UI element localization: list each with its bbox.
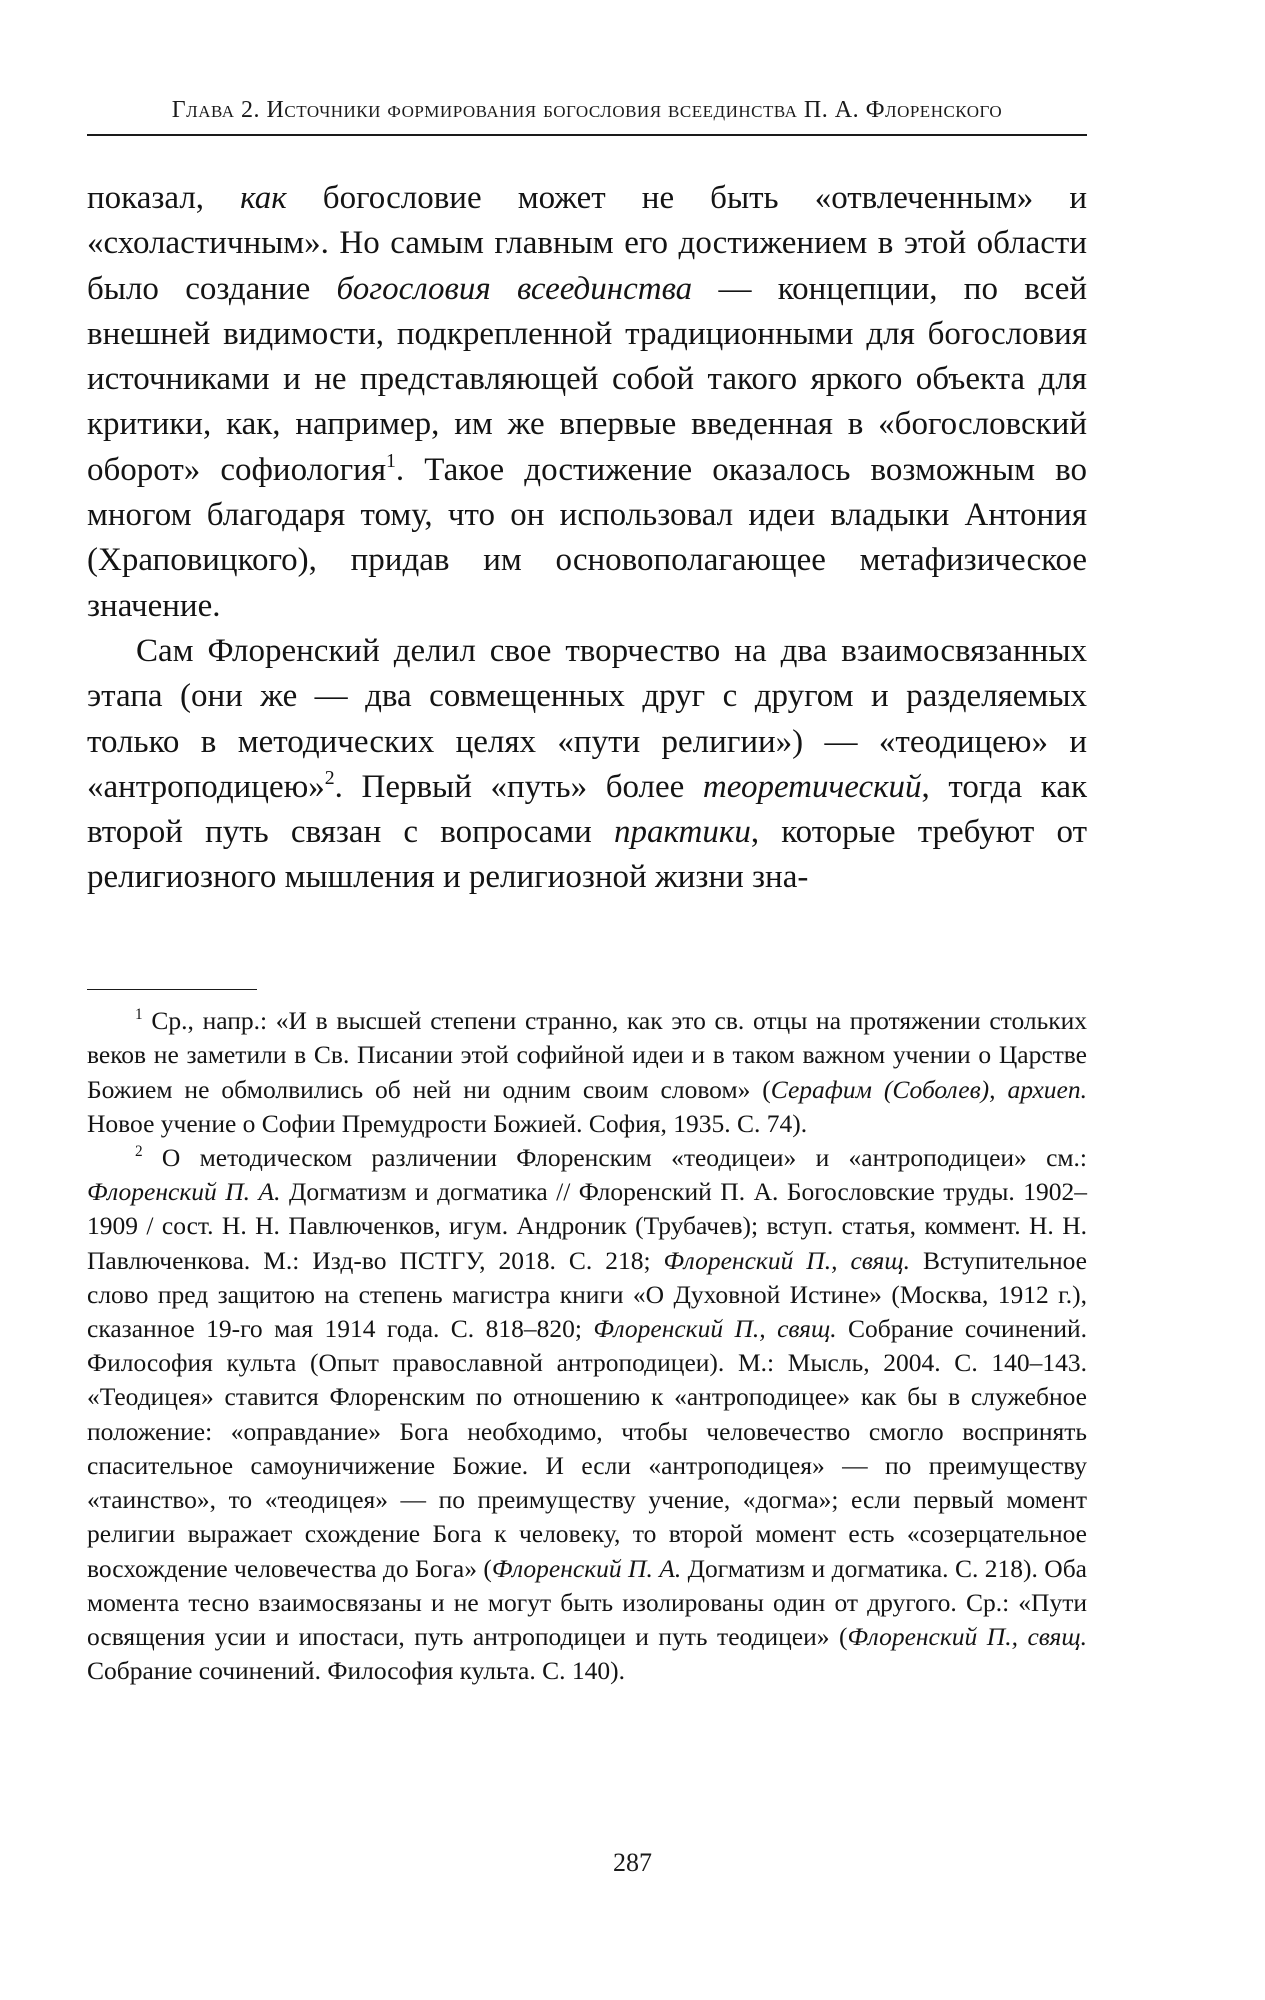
footnote-1-marker: 1 [135, 1006, 143, 1024]
p2-text-1: Сам Флоренский делил свое творчество на два взаимосвязанных этапа (они же — два совмещенных друг с другом и разделяемых только в методических целях «пути религии») — «теодицею» и «антроподицею» [87, 632, 1087, 805]
header-rule [87, 134, 1087, 136]
fn2-text-2: Догматизм и догматика // Флоренский П. А. Богословские труды. 1902–1909 / сост. Н. Н. Павлюченков, игум. Андроник (Трубачев); вступ. статья, коммент. Н. Н. Павлюченкова. М.: Изд-во ПСТГУ, 2018. С. 218; [87, 1177, 1087, 1275]
fn1-text-2: Новое учение о Софии Премудрости Божией. София, 1935. С. 74). [87, 1108, 808, 1138]
p1-text-1: показал, [87, 180, 241, 216]
footnote-2-marker: 2 [135, 1143, 143, 1161]
paragraph-2 [87, 629, 1087, 901]
fn2-italic-4: Флоренский П. А. [491, 1553, 682, 1583]
p2-text-2: . Первый «путь» более [334, 768, 703, 805]
book-page [87, 92, 1087, 1688]
fn2-italic-3: Флоренский П., свящ. [593, 1314, 837, 1344]
p1-text-4: . Такое достижение оказалось возможным во многом благодаря тому, что он использовал идеи владыки Антония (Храповицкого), придав им основополагающее метафизическое значение. [87, 451, 1087, 624]
fn2-text-5: Догматизм и догматика. С. 218). Оба момента тесно взаимосвязаны и не могут быть изолированы один от другого. Ср.: «Пути освящения усии и ипостаси, путь антроподицеи и путь теодицеи» ( [87, 1553, 1087, 1651]
page-number: 287 [613, 1848, 652, 1877]
fn2-italic-5: Флоренский П., свящ. [847, 1621, 1088, 1651]
fn2-italic-1: Флоренский П. А. [87, 1177, 281, 1207]
fn2-text-4: Собрание сочинений. Философия культа (Опыт православной антроподицеи). М.: Мысль, 2004. С. 140–143. «Теодицея» ставится Флоренским по отношению к «антроподицее» как бы в служебное положение: «оправдание» Бога необходимо, чтобы человечество смогло воспринять спасительное самоуничижение Божие. И если «антроподицея» — по преимуществу «таинство», то «теодицея» — по преимуществу учение, «догма»; если первый момент религии выражает схождение Бога к человеку, то второй момент есть «созерцательное восхождение человечества до Бога» ( [87, 1314, 1087, 1583]
p2-italic-1: теоретический [702, 768, 922, 805]
paragraph-1 [87, 176, 1087, 629]
fn1-italic-1: Серафим (Соболев), архиеп. [770, 1074, 1087, 1104]
p1-text-2: богословие может не быть «отвлеченным» и «схоластичным». Но самым главным его достижением в этой области было создание [87, 180, 1087, 307]
footnote-ref-2[interactable]: 2 [324, 767, 335, 789]
fn1-text-1: Ср., напр.: «И в высшей степени странно, как это св. отцы на протяжении стольких веков не заметили в Св. Писании этой софийной идеи и в таком важном учении о Царстве Божием не обмолвились об ней ни одним своим словом» ( [87, 1006, 1087, 1104]
p2-italic-2: практики [614, 814, 751, 851]
footnote-2 [87, 1141, 1087, 1688]
footnote-rule [87, 989, 257, 991]
fn2-text-1: О методическом различении Флоренским «теодицеи» и «антроподицеи» см.: [142, 1143, 1087, 1173]
p1-italic-2: богословия всеединства [336, 270, 693, 307]
main-text [87, 176, 1087, 901]
footnotes [87, 1004, 1087, 1688]
p2-text-3: , тогда как второй путь связан с вопросами [87, 768, 1088, 851]
fn2-text-3: Вступительное слово пред защитою на степень магистра книги «О Духовной Истине» (Москва, 1912 г.), сказанное 19-го мая 1914 года. С. 818–820; [87, 1245, 1087, 1344]
p2-text-4: , которые требуют от религиозного мышления и религиозной жизни зна- [87, 814, 1088, 896]
running-head: Глава 2. Источники формирования богословия всеединства П. А. Флоренского [171, 97, 1003, 123]
p1-text-3: — концепции, по всей внешней видимости, подкрепленной традиционными для богословия источниками и не представляющей собой такого яркого объекта для критики, как, например, им же впервые введенная в «богословский оборот» софиология [87, 270, 1088, 488]
fn2-italic-2: Флоренский П., свящ. [663, 1245, 910, 1275]
footnote-ref-1[interactable]: 1 [386, 449, 396, 472]
footnote-1 [87, 1004, 1087, 1141]
fn2-text-6: Собрание сочинений. Философия культа. С. 140). [87, 1656, 626, 1686]
p1-italic-1: как [240, 180, 287, 216]
